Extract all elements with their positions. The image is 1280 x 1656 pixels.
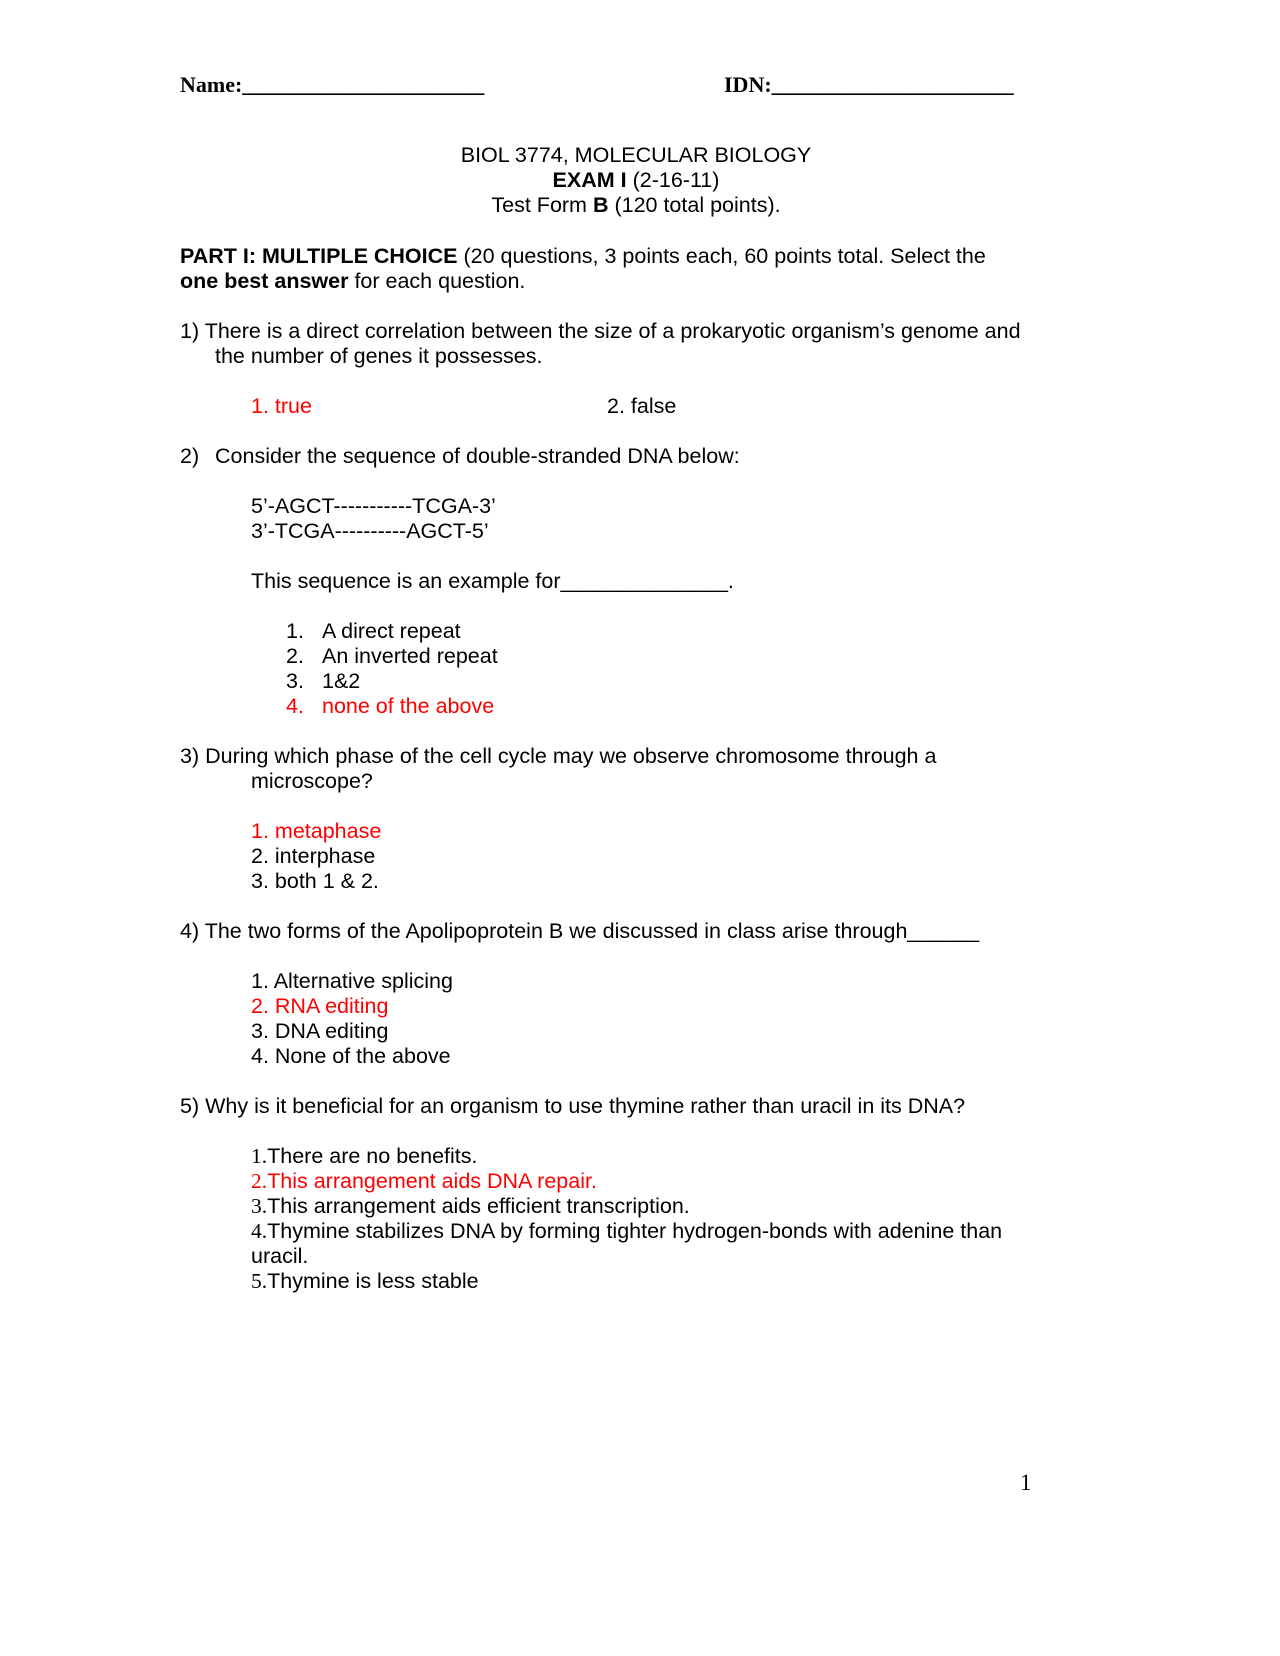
q2-option-num: 3. (286, 669, 304, 693)
q2-option-text: 1&2 (322, 669, 361, 693)
q1-option-false: 2. false (607, 394, 677, 418)
q5-option-num: 2. (251, 1169, 268, 1193)
part1-instr-text-2: for each question. (348, 269, 526, 293)
q2-fill-blank: This sequence is an example for______________. (251, 569, 734, 593)
q5-option-text: This arrangement aids efficient transcription. (267, 1194, 690, 1218)
q3-option: 2. interphase (251, 844, 376, 868)
q2-option-num: 1. (286, 619, 304, 643)
q2-sequence-top: 5’-AGCT-----------TCGA-3’ (251, 494, 496, 518)
q5-option-text: This arrangement aids DNA repair. (267, 1169, 597, 1193)
q5-option (251, 1268, 479, 1294)
q4-option-answer: 2. RNA editing (251, 994, 389, 1018)
q4-option: 3. DNA editing (251, 1019, 389, 1043)
q2-option-num: 2. (286, 644, 304, 668)
course-title: BIOL 3774, MOLECULAR BIOLOGY (460, 143, 812, 167)
q5-option-num: 5. (251, 1269, 268, 1293)
part1-emphasis: one best answer (180, 269, 349, 293)
q3-prompt: 3) During which phase of the cell cycle may we observe chromosome through a (180, 744, 937, 768)
test-form-line (0, 192, 1272, 218)
q3-prompt-cont: microscope? (251, 769, 373, 793)
q2-prompt: Consider the sequence of double-stranded DNA below: (215, 444, 740, 468)
part1-instr-text: (20 questions, 3 points each, 60 points total. Select the (457, 244, 986, 268)
idn-field-label: IDN:______________________ (724, 72, 1014, 97)
q5-option (251, 1193, 690, 1219)
exam-title (0, 167, 1272, 193)
name-field-label: Name:______________________ (180, 72, 485, 97)
q1-prompt-cont: the number of genes it possesses. (215, 344, 543, 368)
q4-option: 1. Alternative splicing (251, 969, 453, 993)
q5-option-cont: uracil. (251, 1244, 309, 1268)
exam-date: (2-16-11) (626, 168, 720, 192)
q5-prompt: 5) Why is it beneficial for an organism to use thymine rather than uracil in its DNA? (180, 1094, 966, 1118)
form-points: (120 total points). (608, 193, 781, 217)
q2-option-num-answer: 4. (286, 694, 304, 718)
page-number: 1 (1020, 1470, 1032, 1495)
q5-option (251, 1218, 1002, 1244)
part1-instructions (180, 243, 986, 269)
q2-sequence-bottom: 3’-TCGA----------AGCT-5’ (251, 519, 489, 543)
q5-option-text: Thymine stabilizes DNA by forming tighter hydrogen-bonds with adenine than (267, 1219, 1003, 1243)
exam-label: EXAM I (552, 168, 627, 192)
q5-option-text: There are no benefits. (267, 1144, 478, 1168)
q2-number: 2) (180, 444, 200, 468)
form-prefix: Test Form (491, 193, 593, 217)
q5-option-text: Thymine is less stable (267, 1269, 479, 1293)
q5-option-num: 4. (251, 1219, 268, 1243)
q3-option: 3. both 1 & 2. (251, 869, 379, 893)
q2-option-text: A direct repeat (322, 619, 461, 643)
q5-option (251, 1143, 477, 1169)
q2-option-text-answer: none of the above (322, 694, 495, 718)
part1-instructions-cont (180, 268, 525, 294)
q4-prompt: 4) The two forms of the Apolipoprotein B we discussed in class arise through______ (180, 919, 980, 943)
q1-prompt: 1) There is a direct correlation between the size of a prokaryotic organism’s genome and (180, 319, 1021, 343)
form-letter: B (592, 193, 609, 217)
part1-heading: PART I: MULTIPLE CHOICE (180, 244, 458, 268)
q4-option: 4. None of the above (251, 1044, 451, 1068)
q3-option-answer: 1. metaphase (251, 819, 382, 843)
q5-option-num: 3. (251, 1194, 268, 1218)
q2-option-text: An inverted repeat (322, 644, 498, 668)
q1-option-true: 1. true (251, 394, 312, 418)
q5-option-answer (251, 1168, 597, 1194)
q5-option-num: 1. (251, 1144, 268, 1168)
